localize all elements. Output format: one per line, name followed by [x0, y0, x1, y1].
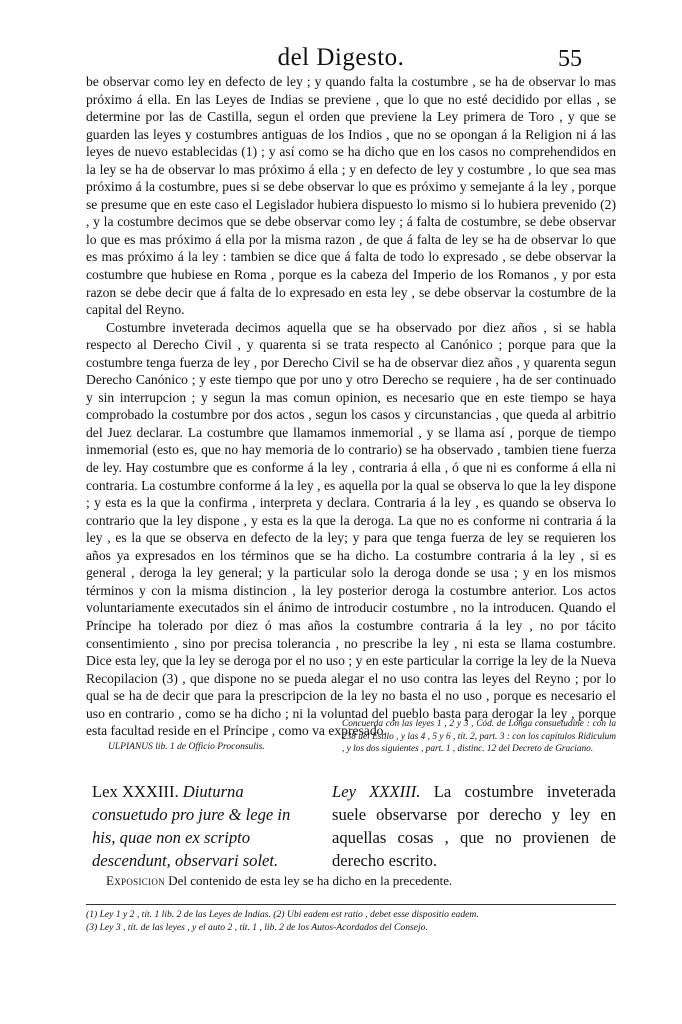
footnote: (3) Ley 3 , tít. de las leyes , y el auto 2 , tít. 1 , lib. 2 de los Autos-Acordados del Consejo.	[86, 922, 428, 933]
spanish-law-label: Ley XXXIII.	[332, 782, 421, 801]
latin-law-label: Lex XXXIII.	[92, 782, 179, 801]
footnotes	[86, 908, 616, 934]
latin-law-body: Diuturna consuetudo pro jure & lege in his, quae non ex scripto descendunt, observari solet.	[92, 782, 291, 870]
commentary-text	[86, 73, 616, 740]
spanish-law-body: La costumbre inveterada suele observarse por derecho y ley en aquellas cosas , que no provienen de derecho escrito.	[332, 782, 616, 870]
paragraph: Costumbre inveterada decimos aquella que se ha observado por diez años , si se habla respecto al Derecho Civil , y quarenta si se trata respecto al Canónico ; porque para que la costumbre tenga fuerza de ley , por Derecho Civil se ha de observar diez años , y quarenta segun Derecho Canónico ; y este tiempo que por uno y otro Derecho se requiere , ha de ser continuado y sin interrupcion ; y segun la mas comun opinion, es necesario que en este tiempo se haya comprobado la costumbre por dos actos , segun los casos y circunstancias , que queda al arbitrio del Juez declarar. La costumbre que llamamos inmemorial , y se llama así , porque de tiempo inmemorial (esto es, que no hay memoria de lo contrario) se ha observado , tambien tiene fuerza de ley. Hay costumbre que es conforme á la ley , contraria á ella , ó que ni es conforme á ella ni contraria. La costumbre conforme á la ley , es aquella por la qual se observa lo que la ley dispone ; y esta es la que la confirma , interpreta y declara. Contraria á la ley , es quando se observa lo contrario que la ley dispone , y esta es la que la deroga. La que no es conforme ni contraria á la ley , es la que se observa en defecto de la ley; y para que tenga fuerza de ley se requieren los años ya expresados en los términos que se ha dicho. La costumbre contraria á la ley , si es general , deroga la ley general; y la particular solo la deroga donde se usa ; y en los mismos términos y con la misma distincion , la ley posterior deroga la costumbre anterior. Los actos voluntariamente executados sin el ánimo de introducir costumbre , no la introducen. Quando el Príncipe ha tolerado por diez ó mas años la costumbre contraria á la ley , no por tácito consentimiento , sino por precisa tolerancia , no prescribe la ley , ni esta se llama costumbre. Dice esta ley, que la ley se deroga por el no uso ; y en este particular la corrige la ley de la Nueva Recopilacion (3) , que dispone no se pueda alegar el no uso contra las leyes del Reyno ; por lo qual se ha de decir que para la prescripcion de la ley no basta el no uso , porque es necesario el uso en contrario , como se ha dicho ; ni la voluntad del pueblo basta para derogar la ley , porque esta facultad reside en el Príncipe , como va expresado.	[86, 319, 616, 739]
paragraph: be observar como ley en defecto de ley ; y quando falta la costumbre , se ha de observar lo mas próximo á ella. En las Leyes de Indias se previene , que lo que no esté decidido por ellas , se determine por las de Castilla, segun el orden que previene la Ley primera de Toro , y que se guarden las leyes y costumbres antiguas de los Indios , que no se opongan á la Religion ni á las leyes de nuevo establecidas (1) ; y así como se ha dicho que en los casos no comprehendidos en la ley se ha de observar lo mas próximo á ella ; y en defecto de ley y costumbre , lo que sea mas próximo á la costumbre, pues si se debe observar lo que es próximo y semejante á la ley , porque se presume que en este caso el Legislador hubiera dispuesto lo mismo si lo hubiera prevenido (2) , y la costumbre decimos que se debe observar como ley ; á falta de costumbre, se debe observar lo que es mas próximo á ella por la misma razon , de que á falta de ley se ha de observar lo que es mas próximo á la ley : tambien se dice que á falta de todo lo expresado , se debe observar la costumbre que hubiese en Roma , porque es la cabeza del Imperio de los Romanos , y por esta razon se debe decir que á falta de lo expresado en esta ley , se debe observar la costumbre de la capital del Reyno.	[86, 74, 616, 318]
exposition	[106, 873, 626, 889]
footnote: (1) Ley 1 y 2 , tít. 1 lib. 2 de las Leyes de Indias. (2) Ubi eadem est ratio , debet esse dispositio eadem.	[86, 909, 479, 920]
running-title: del Digesto.	[277, 44, 405, 71]
exposition-text: Del contenido de esta ley se ha dicho en la precedente.	[168, 873, 453, 888]
footnote-divider	[86, 904, 616, 905]
source-citation: ULPIANUS lib. 1 de Officio Proconsulis.	[108, 742, 265, 752]
concordance-note: Concuerda con las leyes 1 , 2 y 3 , Cód. de Longa consuetudine : con la 238 del Estilo , y las 4 , 5 y 6 , tít. 2, part. 3 : con los capítulos Ridiculum , y los dos siguientes , part. 1 , distinc. 12 del Decreto de Graciano.	[342, 719, 616, 755]
spanish-law-text	[332, 780, 616, 872]
latin-law-text	[92, 780, 314, 872]
exposition-label: Exposicion	[106, 873, 165, 888]
citation-row	[86, 718, 616, 768]
page-number: 55	[558, 46, 582, 72]
